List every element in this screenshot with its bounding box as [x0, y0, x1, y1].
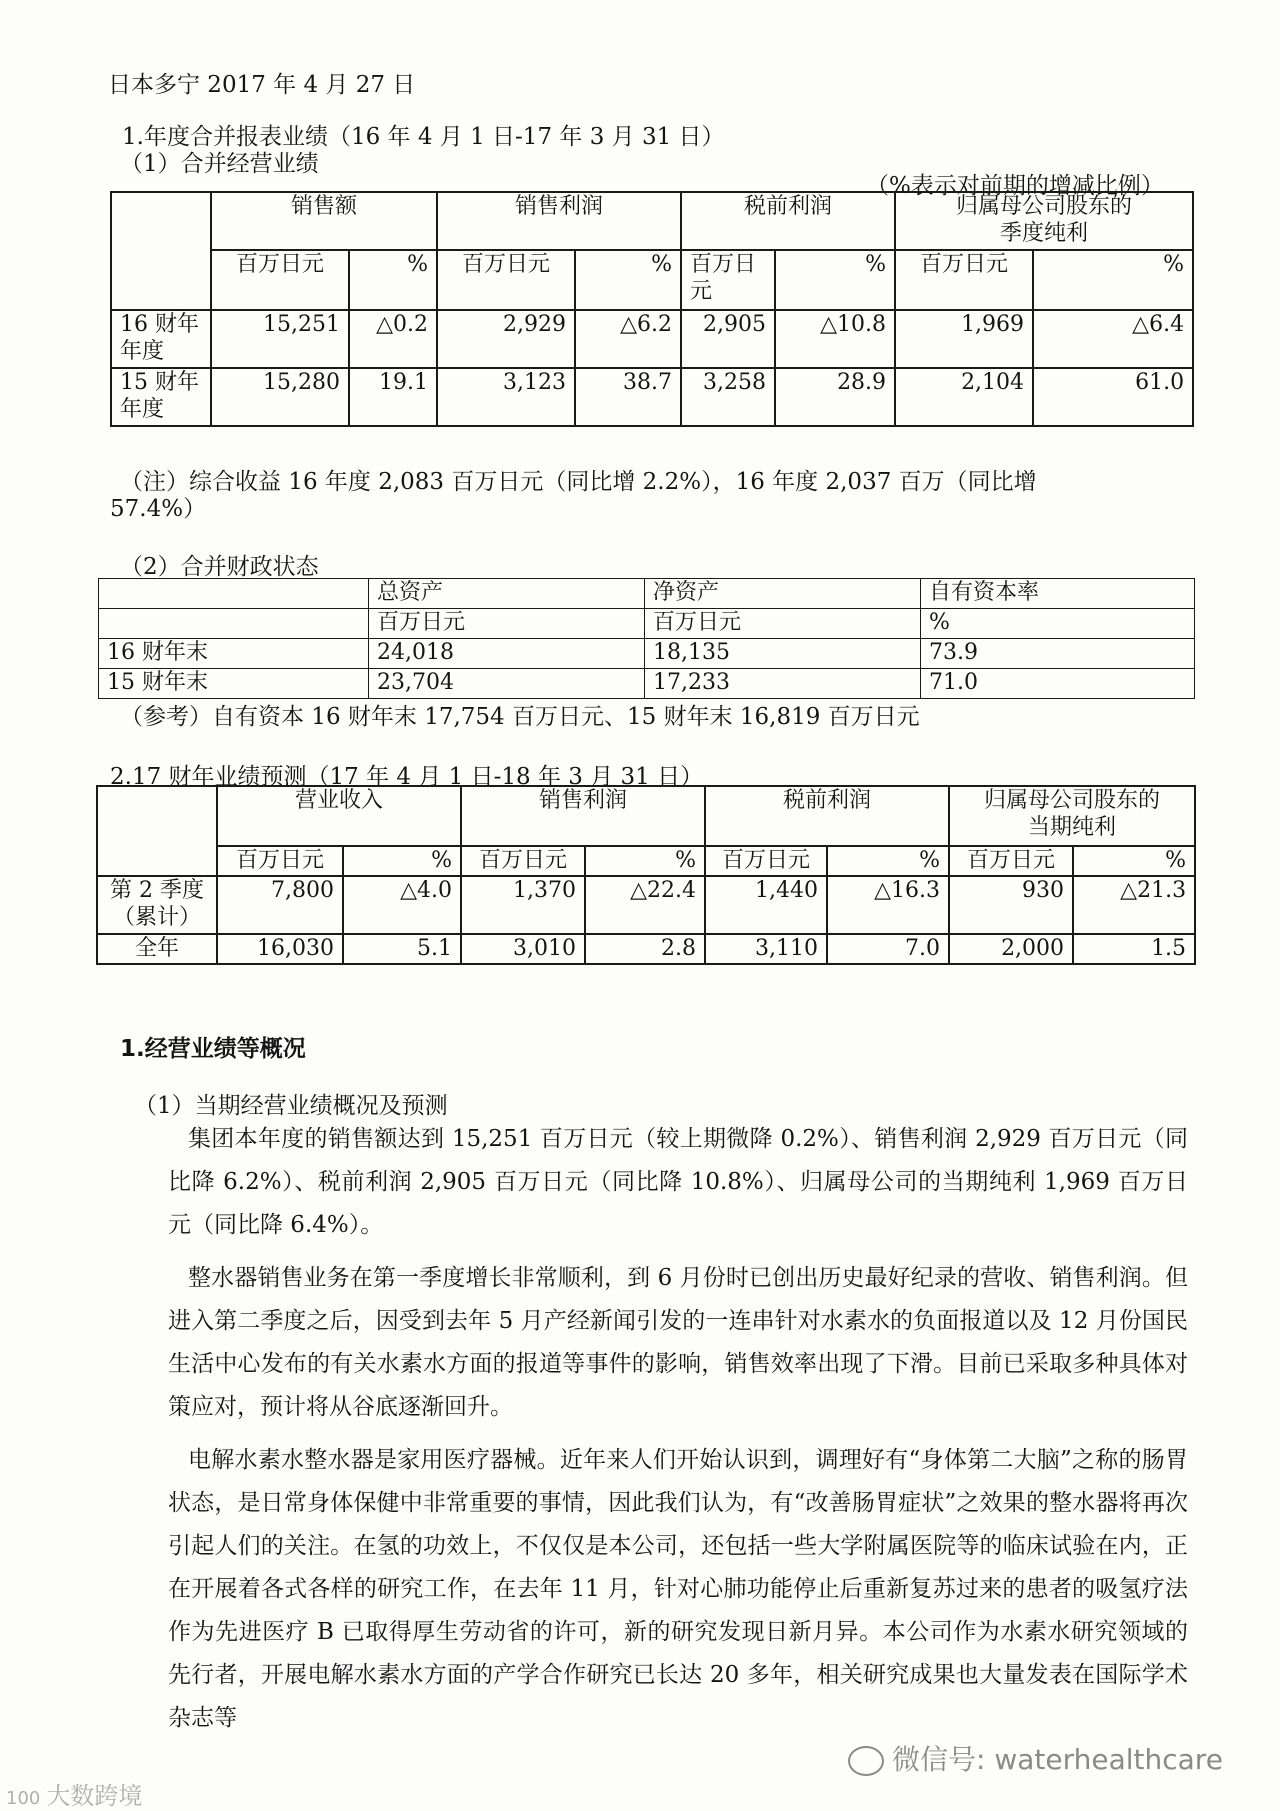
forecast-title: 2.17 财年业绩预测（17 年 4 月 1 日-18 年 3 月 31 日） [110, 764, 704, 790]
row-label [97, 876, 217, 934]
unit-cell: 百万日元 [369, 609, 645, 639]
table-cell: 16,030 [217, 934, 343, 964]
row-label-line: 年度 [120, 339, 165, 364]
table-cell: 1,370 [461, 876, 585, 934]
unit-cell: 百万日元 [705, 846, 827, 876]
col-header-line: 归属母公司股东的 [984, 788, 1161, 813]
unit-cell [681, 250, 775, 310]
row-label-line: 年度 [120, 397, 165, 422]
table-cell: 73.9 [921, 639, 1195, 669]
unit-cell: 百万日元 [895, 250, 1033, 310]
unit-cell: % [349, 250, 437, 310]
table-cell: 7,800 [217, 876, 343, 934]
paragraph: 集团本年度的销售额达到 15,251 百万日元（较上期微降 0.2%）、销售利润 2,929 百万日元（同比降 6.2%）、税前利润 2,905 百万日元（同比降 10.8%）、归属母公司的当期纯利 1,969 百万日元（同比降 6.4%）。 [168, 1126, 1188, 1238]
table-cell: 28.9 [775, 368, 895, 426]
table-cell: 930 [949, 876, 1073, 934]
table-row [97, 876, 1195, 934]
section1-subtitle: （1）合并经营业绩 [120, 151, 319, 177]
table-cell: 19.1 [349, 368, 437, 426]
section2-subtitle: （2）合并财政状态 [120, 554, 319, 580]
table-cell: 2.8 [585, 934, 705, 964]
table-cell: 2,104 [895, 368, 1033, 426]
table-cell: △6.4 [1033, 310, 1193, 368]
unit-cell: % [1073, 846, 1195, 876]
section1-title: 1.年度合并报表业绩（16 年 4 月 1 日-17 年 3 月 31 日） [122, 124, 725, 150]
table-cell: 3,123 [437, 368, 575, 426]
table-cell: 2,905 [681, 310, 775, 368]
table-cell: 3,258 [681, 368, 775, 426]
unit-cell: % [775, 250, 895, 310]
wechat-watermark [848, 1738, 1223, 1778]
financial-position-table [98, 578, 1195, 699]
consolidated-results-table [110, 191, 1194, 427]
col-header: 自有资本率 [921, 579, 1195, 609]
unit-cell: 百万日元 [217, 846, 343, 876]
corner-cell [111, 192, 211, 310]
table-cell: 61.0 [1033, 368, 1193, 426]
col-header: 销售利润 [437, 192, 681, 250]
table-cell: △6.2 [575, 310, 681, 368]
equity-reference-note: （参考）自有资本 16 财年末 17,754 百万日元、15 财年末 16,819 百万日元 [120, 704, 920, 730]
comprehensive-income-note-cont: 57.4%） [110, 496, 207, 522]
unit-cell: % [1033, 250, 1193, 310]
row-label: 16 财年末 [99, 639, 369, 669]
col-header: 税前利润 [705, 786, 949, 846]
col-header-line: 归属母公司股东的 [956, 194, 1133, 219]
unit-cell: 百万日元 [461, 846, 585, 876]
corner-cell [99, 579, 369, 609]
paragraph: 电解水素水整水器是家用医疗器械。近年来人们开始认识到，调理好有“身体第二大脑”之称的肠胃状态，是日常身体保健中非常重要的事情，因此我们认为，有“改善肠胃症状”之效果的整水器将再次引起人们的关注。在氢的功效上，不仅仅是本公司，还包括一些大学附属医院等的临床试验在内，正在开展着各式各样的研究工作，在去年 11 月，针对心肺功能停止后重新复苏过来的患者的吸氢疗法作为先进医疗 B 已取得厚生劳动省的许可，新的研究发现日新月异。本公司作为水素水研究领域的先行者，开展电解水素水方面的产学合作研究已长达 20 多年，相关研究成果也大量发表在国际学术杂志等 [168, 1447, 1188, 1731]
table-cell: 7.0 [827, 934, 949, 964]
table-cell: 3,010 [461, 934, 585, 964]
col-header-line: 季度纯利 [1000, 221, 1089, 246]
unit-cell: % [921, 609, 1195, 639]
table-row [99, 639, 1195, 669]
brand-watermark [6, 1776, 142, 1811]
col-header: 净资产 [645, 579, 921, 609]
unit-cell: % [343, 846, 461, 876]
table-cell: 2,929 [437, 310, 575, 368]
table-cell: 15,280 [211, 368, 349, 426]
unit-line: 百万日 [690, 252, 757, 277]
table-cell: 1,969 [895, 310, 1033, 368]
overview-heading: 1.经营业绩等概况 [120, 1036, 306, 1062]
section1-note-right: （%表示对前期的增减比例） [866, 173, 1164, 199]
col-header: 销售额 [211, 192, 437, 250]
row-label [111, 310, 211, 368]
col-header-line: 当期纯利 [1028, 815, 1117, 840]
table-cell: 1,440 [705, 876, 827, 934]
col-header-net-income [895, 192, 1193, 250]
row-label-line: （累计） [112, 905, 201, 930]
paragraph: 整水器销售业务在第一季度增长非常顺利，到 6 月份时已创出历史最好纪录的营收、销售利润。但进入第二季度之后，因受到去年 5 月产经新闻引发的一连串针对水素水的负面报道以及 12 月份国民生活中心发布的有关水素水方面的报道等事件的影响，销售效率出现了下滑。目前已采取多种具体对策应对，预计将从谷底逐渐回升。 [168, 1265, 1188, 1420]
table-row [111, 368, 1193, 426]
overview-body [168, 1118, 1188, 1740]
unit-cell: 百万日元 [645, 609, 921, 639]
corner-cell [99, 609, 369, 639]
table-cell: 38.7 [575, 368, 681, 426]
brand-logo: 100 [6, 1788, 41, 1809]
unit-cell: 百万日元 [211, 250, 349, 310]
unit-cell: % [575, 250, 681, 310]
col-header: 税前利润 [681, 192, 895, 250]
table-cell: △16.3 [827, 876, 949, 934]
table-row [97, 934, 1195, 964]
table-cell: 15,251 [211, 310, 349, 368]
wechat-icon [848, 1746, 884, 1776]
table-row [99, 669, 1195, 699]
table-cell: 17,233 [645, 669, 921, 699]
row-label-line: 15 财年 [120, 370, 199, 395]
table-cell: 18,135 [645, 639, 921, 669]
unit-cell: % [585, 846, 705, 876]
corner-cell [97, 786, 217, 876]
row-label [111, 368, 211, 426]
comprehensive-income-note: （注）综合收益 16 年度 2,083 百万日元（同比增 2.2%），16 年度 2,037 百万（同比增 [120, 469, 1037, 495]
document-date: 日本多宁 2017 年 4 月 27 日 [108, 72, 416, 98]
table-cell: △0.2 [349, 310, 437, 368]
table-cell: 23,704 [369, 669, 645, 699]
col-header-net-income [949, 786, 1195, 846]
col-header: 销售利润 [461, 786, 705, 846]
unit-cell: 百万日元 [437, 250, 575, 310]
row-label: 15 财年末 [99, 669, 369, 699]
wechat-id: 微信号: waterhealthcare [892, 1743, 1223, 1776]
row-label: 全年 [97, 934, 217, 964]
unit-line: 元 [690, 279, 713, 304]
table-cell: △21.3 [1073, 876, 1195, 934]
col-header: 营业收入 [217, 786, 461, 846]
unit-cell: 百万日元 [949, 846, 1073, 876]
forecast-table [96, 785, 1196, 965]
table-cell: 1.5 [1073, 934, 1195, 964]
table-cell: △22.4 [585, 876, 705, 934]
table-cell: 3,110 [705, 934, 827, 964]
brand-name: 大数跨境 [46, 1782, 143, 1810]
table-cell: 24,018 [369, 639, 645, 669]
table-cell: 2,000 [949, 934, 1073, 964]
table-row [111, 310, 1193, 368]
row-label-line: 16 财年 [120, 312, 199, 337]
table-cell: 71.0 [921, 669, 1195, 699]
table-cell: △10.8 [775, 310, 895, 368]
col-header: 总资产 [369, 579, 645, 609]
unit-cell: % [827, 846, 949, 876]
table-cell: 5.1 [343, 934, 461, 964]
overview-subtitle: （1）当期经营业绩概况及预测 [134, 1093, 448, 1119]
table-cell: △4.0 [343, 876, 461, 934]
row-label-line: 第 2 季度 [110, 878, 204, 903]
